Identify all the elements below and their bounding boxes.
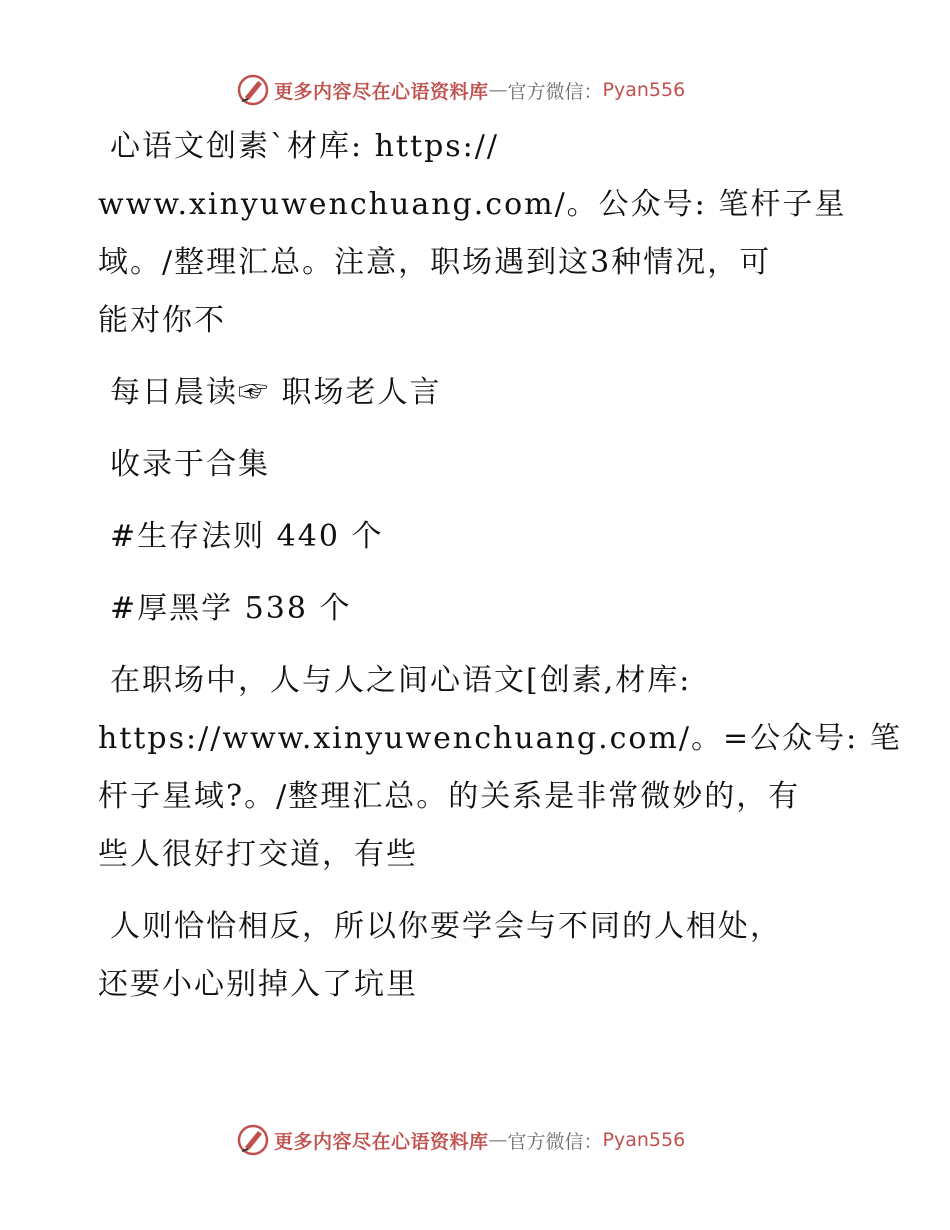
text-line: #生存法则 440 个 bbox=[110, 519, 384, 554]
text-line: 还要小心别掉入了坑里 bbox=[98, 967, 418, 1002]
banner-title: 更多内容尽在心语资料库 bbox=[274, 80, 489, 103]
text-line: https://www.xinyuwenchuang.com/。=公众号: 笔 bbox=[98, 721, 902, 756]
paragraph-tag-survival bbox=[98, 508, 858, 566]
text-line: 人则恰恰相反，所以你要学会与不同的人相处， bbox=[110, 909, 782, 944]
paragraph-advice bbox=[98, 898, 858, 1014]
text-line: #厚黑学 538 个 bbox=[110, 591, 352, 626]
text-line: 些人很好打交道，有些 bbox=[98, 837, 418, 872]
banner-wechat-id: Pyan556 bbox=[602, 79, 686, 101]
text-line: www.xinyuwenchuang.com/。公众号: 笔杆子星 bbox=[98, 187, 847, 222]
banner-wechat-label: 官方微信： bbox=[507, 80, 603, 103]
paragraph-morning-read bbox=[98, 364, 858, 422]
text-line: 收录于合集 bbox=[110, 447, 270, 482]
text-line: 每日晨读☞ 职场老人言 bbox=[110, 375, 442, 410]
paragraph-tag-thick-black bbox=[98, 580, 858, 638]
banner-dash: — bbox=[488, 1129, 508, 1151]
text-line: 心语文创素`材库: https:// bbox=[110, 129, 499, 164]
footer-banner bbox=[236, 1122, 716, 1158]
quill-seal-icon bbox=[236, 1123, 270, 1157]
document-body bbox=[98, 118, 902, 1014]
banner-title: 更多内容尽在心语资料库 bbox=[274, 1130, 489, 1153]
quill-seal-icon bbox=[236, 73, 270, 107]
header-banner bbox=[236, 72, 716, 108]
paragraph-intro bbox=[98, 118, 858, 350]
banner-dash: — bbox=[488, 79, 508, 101]
text-line: 杆子星域?。/整理汇总。的关系是非常微妙的，有 bbox=[98, 779, 801, 814]
text-line: 在职场中，人与人之间心语文[创素,材库: bbox=[110, 663, 692, 698]
paragraph-workplace bbox=[98, 652, 902, 884]
banner-wechat-id: Pyan556 bbox=[602, 1129, 686, 1151]
text-line: 能对你不 bbox=[98, 303, 226, 338]
banner-wechat-label: 官方微信： bbox=[507, 1130, 603, 1153]
paragraph-collection bbox=[98, 436, 858, 494]
text-line: 域。/整理汇总。注意，职场遇到这3种情况，可 bbox=[98, 245, 772, 280]
